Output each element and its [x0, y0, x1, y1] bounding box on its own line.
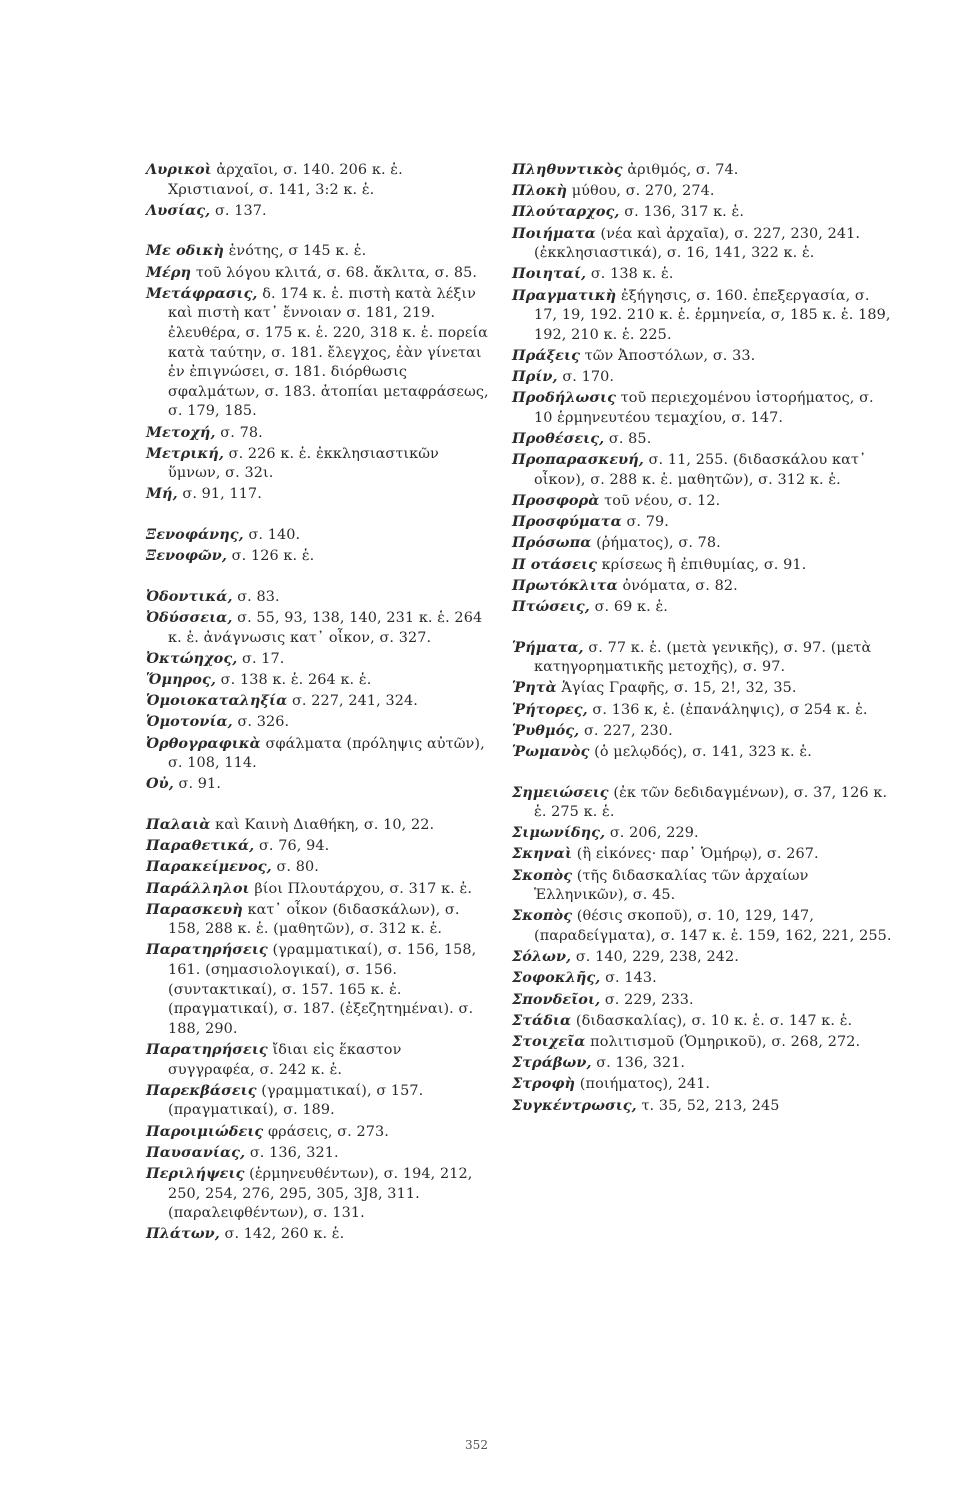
- index-entry: [512, 491, 892, 512]
- index-entry-headword: Παλαιὰ: [146, 815, 211, 833]
- index-entry: [512, 968, 892, 989]
- page-number: 352: [465, 1438, 488, 1452]
- index-entry-references: σ. 83.: [237, 588, 280, 605]
- index-entry-references: τ. 35, 52, 213, 245: [641, 1097, 780, 1114]
- index-entry: [512, 160, 892, 181]
- index-entry-references: σ. 91.: [178, 776, 221, 793]
- index-entry: [146, 734, 491, 774]
- index-entry-headword: Ὅμηρος,: [146, 671, 216, 688]
- index-entry-references: (ἑρμηνευθέντων), σ. 194, 212, 250, 254, 276, 295, 305, 3J8, 311. (παραλειφθέντων), σ. 131.: [168, 1165, 473, 1222]
- index-entry-references: κρίσεως ἢ ἐπιθυμίας, σ. 91.: [601, 556, 807, 573]
- index-entry-references: σφάλματα (πρόληψις αὐτῶν), σ. 108, 114.: [168, 735, 485, 772]
- index-entry: [512, 990, 892, 1011]
- index-entry: [146, 263, 491, 284]
- index-entry-headword: Στάδια: [512, 1011, 572, 1029]
- index-entry-references: (ἢ εἰκόνες· παρ᾽ Ὁμήρῳ), σ. 267.: [576, 846, 819, 863]
- index-entry-headword: Σκηναὶ: [512, 845, 573, 863]
- index-entry: [146, 1224, 491, 1245]
- index-entry-headword: Πληθυντικὸς: [512, 161, 623, 178]
- index-entry: [512, 1074, 892, 1095]
- index-entry: [512, 947, 892, 968]
- index-entry-references: καὶ Καινὴ Διαθήκη, σ. 10, 22.: [215, 816, 435, 833]
- index-entry-references: σ. 137.: [214, 202, 267, 219]
- index-entry-headword: Συγκέντρωσις,: [512, 1096, 637, 1114]
- index-entry: [512, 181, 892, 202]
- index-entry-headword: Ὀδύσσεια,: [146, 609, 233, 627]
- index-entry: [146, 484, 491, 505]
- index-entry-references: ἐξήγησις, σ. 160. ἐπεξεργασία, σ. 17, 19, 192. 210 κ. ἑ. ἑρμηνεία, σ, 185 κ. ἑ. 189, 192, 210 κ. ἑ. 225.: [534, 287, 891, 343]
- index-column-right: [512, 160, 892, 1117]
- index-entry-headword: Παράλληλοι: [146, 879, 250, 897]
- index-entry: [512, 512, 892, 533]
- index-entry: [512, 638, 892, 678]
- index-entry-references: Ἁγίας Γραφῆς, σ. 15, 2!, 32, 35.: [561, 680, 797, 697]
- index-entry-headword: Παρατηρήσεις: [146, 1041, 268, 1059]
- index-entry-headword: Π οτάσεις: [512, 555, 597, 573]
- index-entry-references: κατ᾽ οἶκον (διδασκάλων), σ. 158, 288 κ. ἑ. (μαθητῶν), σ. 312 κ. ἑ.: [168, 901, 460, 938]
- index-entry-references: (ὁ μελῳδός), σ. 141, 323 κ. ἑ.: [594, 743, 812, 760]
- index-entry-references: φράσεις, σ. 273.: [267, 1123, 389, 1140]
- index-entry-references: σ. 91, 117.: [182, 486, 262, 503]
- index-entry-headword: Λυρικοὶ: [146, 161, 212, 178]
- index-entry-references: ἀρχαῖοι, σ. 140. 206 κ. ἑ. Χριστιανοί, σ. 141, 3:2 κ. ἑ.: [168, 162, 403, 198]
- index-entry-headword: Στράβων,: [512, 1054, 592, 1072]
- index-entry-headword: Προσφύματα: [512, 513, 622, 531]
- index-entry: [512, 576, 892, 597]
- index-entry: [146, 940, 491, 1039]
- index-entry: [146, 201, 491, 222]
- index-entry-headword: Στοιχεῖα: [512, 1032, 586, 1050]
- index-entry: [146, 900, 491, 940]
- index-entry-references: (τῆς διδασκαλίας τῶν ἀρχαίων Ἑλληνικῶν), σ. 45.: [534, 867, 809, 904]
- index-entry: [146, 241, 491, 262]
- index-entry-headword: Παρεκβάσεις: [146, 1081, 257, 1099]
- index-entry-headword: Μή,: [146, 485, 178, 503]
- index-entry-references: (νέα καὶ ἀρχαῖα), σ. 227, 230, 241. (ἐκκλησιαστικά), σ. 16, 141, 322 κ. ἑ.: [534, 225, 861, 262]
- index-entry: [512, 450, 892, 490]
- index-entry: [512, 533, 892, 554]
- index-entry-headword: Σοφοκλῆς,: [512, 969, 601, 987]
- index-entry-headword: Πραγματικὴ: [512, 286, 617, 304]
- index-entry: [512, 700, 892, 721]
- index-entry: [146, 1081, 491, 1121]
- index-entry-references: σ. 79.: [626, 514, 669, 531]
- index-entry-references: (γραμματικαί), σ 157. (πραγματικαί), σ. 189.: [168, 1082, 424, 1119]
- index-entry: [146, 1164, 491, 1224]
- index-entry-headword: Ποιηταί,: [512, 265, 587, 283]
- index-entry-headword: Προπαρασκευή,: [512, 451, 644, 469]
- index-entry: [512, 1096, 892, 1117]
- index-entry-references: σ. 227, 230.: [583, 722, 673, 739]
- index-entry: [146, 1122, 491, 1143]
- index-entry: [146, 546, 491, 567]
- index-entry-headword: Ῥωμανὸς: [512, 742, 590, 760]
- index-entry-headword: Παυσανίας,: [146, 1143, 246, 1161]
- index-entry-headword: Με οδικὴ: [146, 242, 224, 260]
- index-entry: [146, 712, 491, 733]
- index-entry-references: τοῦ λόγου κλιτά, σ. 68. ἄκλιτα, σ. 85.: [195, 264, 478, 281]
- index-entry-references: σ. 69 κ. ἑ.: [594, 598, 668, 615]
- index-entry-references: σ. 206, 229.: [609, 825, 699, 842]
- index-entry-headword: Σκοπὸς: [512, 907, 573, 925]
- index-entry-headword: Μετοχή,: [146, 423, 216, 441]
- index-entry: [146, 857, 491, 878]
- index-entry: [512, 224, 892, 264]
- index-entry-references: σ. 77 κ. ἑ. (μετὰ γενικῆς), σ. 97. (μετὰ κατηγορηματικῆς μετοχῆς), σ. 97.: [534, 639, 872, 676]
- index-entry-references: (γραμματικαί), σ. 156, 158, 161. (σημασιολογικαί), σ. 156. (συντακτικαί), σ. 157. 165 κ. ἑ. (πραγματικαί), σ. 187. (ἐξεζητημέναι). σ. 188, 290.: [168, 942, 477, 1037]
- index-entry: [146, 525, 491, 546]
- index-entry: [512, 866, 892, 906]
- index-entry: [512, 429, 892, 450]
- index-entry-headword: Πράξεις: [512, 346, 580, 364]
- index-entry: [512, 388, 892, 428]
- index-entry-references: τοῦ περιεχομένου ἱστορήματος, σ. 10 ἑρμηνευτέου τεμαχίου, σ. 147.: [534, 390, 874, 426]
- index-entry-headword: Προθέσεις,: [512, 430, 605, 448]
- index-entry: [512, 678, 892, 699]
- index-entry-references: (θέσις σκοποῦ), σ. 10, 129, 147, (παραδείγματα), σ. 147 κ. ἑ. 159, 162, 221, 255.: [534, 908, 892, 945]
- index-column-left: [146, 160, 491, 1246]
- index-entry-references: σ. 138 κ. ἑ. 264 κ. ἑ.: [220, 672, 372, 688]
- index-entry: [512, 597, 892, 618]
- index-entry-references: σ. 170.: [562, 369, 615, 386]
- index-entry-references: βίοι Πλουτάρχου, σ. 317 κ. ἑ.: [254, 880, 473, 897]
- index-entry-references: σ. 11, 255. (διδασκάλου κατ᾽ οἶκον), σ. 288 κ. ἑ. μαθητῶν), σ. 312 κ. ἑ.: [534, 452, 867, 488]
- index-entry-references: σ. 78.: [220, 424, 263, 441]
- index-entry-references: σ. 126 κ. ἑ.: [231, 548, 315, 565]
- index-entry-references: τοῦ νέου, σ. 12.: [604, 493, 721, 510]
- index-entry: [512, 1032, 892, 1053]
- index-entry-references: σ. 229, 233.: [604, 991, 694, 1008]
- index-entry: [512, 783, 892, 823]
- index-entry-references: σ. 136, 317 κ. ἑ.: [624, 204, 745, 221]
- index-entry-headword: Οὐ,: [146, 775, 174, 793]
- index-entry-headword: Σόλων,: [512, 948, 572, 966]
- index-entry-headword: Παρασκευὴ: [146, 900, 243, 918]
- index-entry-references: σ. 143.: [605, 970, 657, 987]
- index-entry: [146, 836, 491, 857]
- index-entry: [146, 160, 491, 200]
- index-entry-references: σ. 136 κ, ἑ. (ἐπανάληψις), σ 254 κ. ἑ.: [592, 701, 868, 718]
- index-entry-headword: Παροιμιώδεις: [146, 1122, 264, 1140]
- index-entry-headword: Ὁμοιοκαταληξία: [146, 692, 288, 710]
- index-entry: [146, 587, 491, 608]
- index-entry-headword: Πτώσεις,: [512, 597, 590, 615]
- index-entry-headword: Μετάφρασις,: [146, 284, 258, 302]
- index-entry-references: (ῥήματος), σ. 78.: [596, 535, 721, 552]
- index-entry-references: σ. 17.: [242, 650, 285, 667]
- index-entry: [146, 670, 491, 691]
- index-entry: [512, 721, 892, 742]
- index-entry: [146, 444, 491, 484]
- index-entry: [512, 555, 892, 576]
- index-entry-references: ἀριθμός, σ. 74.: [627, 162, 739, 178]
- index-entry-references: (ἐκ τῶν δεδιδαγμένων), σ. 37, 126 κ. ἑ. 275 κ. ἑ.: [534, 784, 888, 821]
- index-entry-headword: Προδήλωσις: [512, 389, 616, 407]
- index-entry-headword: Πλούταρχος,: [512, 203, 620, 221]
- index-entry-headword: Ξενοφῶν,: [146, 547, 227, 565]
- index-entry-headword: Ξενοφάνης,: [146, 526, 244, 544]
- index-entry: [146, 691, 491, 712]
- index-entry-references: πολιτισμοῦ (Ὁμηρικοῦ), σ. 268, 272.: [590, 1033, 861, 1050]
- index-entry-references: σ. 136, 321.: [596, 1055, 686, 1072]
- index-entry: [146, 815, 491, 836]
- index-entry-headword: Ῥητὰ: [512, 679, 557, 697]
- index-entry-references: σ. 140.: [248, 527, 301, 544]
- index-entry-headword: Σημειώσεις: [512, 783, 609, 801]
- index-entry-references: σ. 85.: [608, 431, 652, 448]
- index-entry-headword: Ὁμοτονία,: [146, 713, 233, 731]
- index-entry: [146, 1040, 491, 1080]
- index-entry-references: ἴδιαι εἰς ἕκαστον συγγραφέα, σ. 242 κ. ἑ.: [168, 1042, 402, 1078]
- index-entry: [512, 1053, 892, 1074]
- index-entry-headword: Ὀκτώηχος,: [146, 649, 238, 667]
- index-entry: [512, 367, 892, 388]
- index-entry-headword: Πλοκὴ: [512, 182, 568, 200]
- index-entry-headword: Ὀδοντικά,: [146, 587, 233, 605]
- index-entry-references: σ. 136, 321.: [249, 1144, 339, 1161]
- index-entry-references: δ. 174 κ. ἑ. πιστὴ κατὰ λέξιν καὶ πιστὴ κατ᾽ ἔννοιαν σ. 181, 219. ἐλευθέρα, σ. 175 κ. ἑ. 220, 318 κ. ἑ. πορεία κατὰ ταύτην, σ. 181. ἔλεγχος, ἐὰν γίνεται ἐν ἐπιγνώσει, σ. 181. διόρθωσις σφαλμάτων, σ. 183. ἀτοπίαι μεταφράσεως, σ. 179, 185.: [168, 285, 489, 420]
- index-entry: [146, 284, 491, 422]
- index-entry-headword: Πρίν,: [512, 368, 558, 386]
- index-entry-references: σ. 138 κ. ἑ.: [590, 266, 674, 283]
- index-entry-headword: Παρακείμενος,: [146, 858, 272, 876]
- index-entry-references: σ. 55, 93, 138, 140, 231 κ. ἑ. 264 κ. ἑ. ἀνάγνωσις κατ᾽ οἶκον, σ. 327.: [168, 610, 483, 646]
- index-entry-headword: Σιμωνίδης,: [512, 824, 606, 842]
- index-entry-headword: Πλάτων,: [146, 1225, 220, 1243]
- index-entry-headword: Ὀρθογραφικὰ: [146, 734, 261, 752]
- index-entry-references: μύθου, σ. 270, 274.: [571, 183, 715, 200]
- index-entry-headword: Στροφὴ: [512, 1075, 576, 1093]
- index-entry: [512, 1011, 892, 1032]
- index-entry-headword: Ῥήματα,: [512, 638, 584, 656]
- index-entry-references: τῶν Ἀποστόλων, σ. 33.: [584, 347, 756, 364]
- index-entry-headword: Περιλήψεις: [146, 1164, 245, 1182]
- index-entry-references: σ. 80.: [276, 859, 319, 876]
- index-entry: [512, 346, 892, 367]
- index-entry-headword: Παραθετικά,: [146, 837, 255, 855]
- index-entry-references: ὀνόματα, σ. 82.: [622, 577, 738, 594]
- index-entry: [146, 608, 491, 648]
- index-entry: [512, 264, 892, 285]
- index-entry: [512, 906, 892, 946]
- index-entry-references: (ποιήματος), 241.: [579, 1076, 711, 1093]
- index-entry-references: (διδασκαλίας), σ. 10 κ. ἑ. σ. 147 κ. ἑ.: [575, 1012, 853, 1029]
- index-entry-headword: Ῥυθμός,: [512, 721, 580, 739]
- index-entry: [146, 879, 491, 900]
- index-entry-references: ἑνότης, σ 145 κ. ἑ.: [228, 243, 367, 260]
- index-entry-references: σ. 227, 241, 324.: [291, 693, 418, 710]
- index-entry-headword: Μέρη: [146, 263, 192, 281]
- index-entry-headword: Ποιήματα: [512, 224, 596, 242]
- index-entry-references: σ. 226 κ. ἑ. ἐκκλησιαστικῶν ὕμνων, σ. 32ι.: [168, 445, 439, 482]
- index-entry: [512, 202, 892, 223]
- index-entry-headword: Μετρική,: [146, 444, 224, 462]
- index-entry-headword: Σκοπὸς: [512, 866, 573, 884]
- index-entry-headword: Ῥήτορες,: [512, 700, 588, 718]
- index-entry-headword: Πρόσωπα: [512, 534, 592, 552]
- index-entry: [146, 1143, 491, 1164]
- index-entry: [512, 844, 892, 865]
- index-entry: [146, 649, 491, 670]
- index-entry: [512, 742, 892, 763]
- index-entry: [146, 774, 491, 795]
- index-entry-headword: Σπονδεῖοι,: [512, 990, 601, 1008]
- index-entry-headword: Προσφορὰ: [512, 492, 600, 510]
- index-entry: [146, 423, 491, 444]
- index-entry: [512, 286, 892, 346]
- index-entry-references: σ. 142, 260 κ. ἑ.: [224, 1226, 345, 1243]
- index-entry-headword: Πρωτόκλιτα: [512, 576, 618, 594]
- index-entry-references: σ. 326.: [237, 714, 290, 731]
- index-entry-references: σ. 76, 94.: [258, 838, 330, 855]
- index-entry: [512, 823, 892, 844]
- index-entry-headword: Λυσίας,: [146, 201, 211, 219]
- index-entry-references: σ. 140, 229, 238, 242.: [575, 949, 739, 966]
- index-entry-headword: Παρατηρήσεις: [146, 941, 268, 959]
